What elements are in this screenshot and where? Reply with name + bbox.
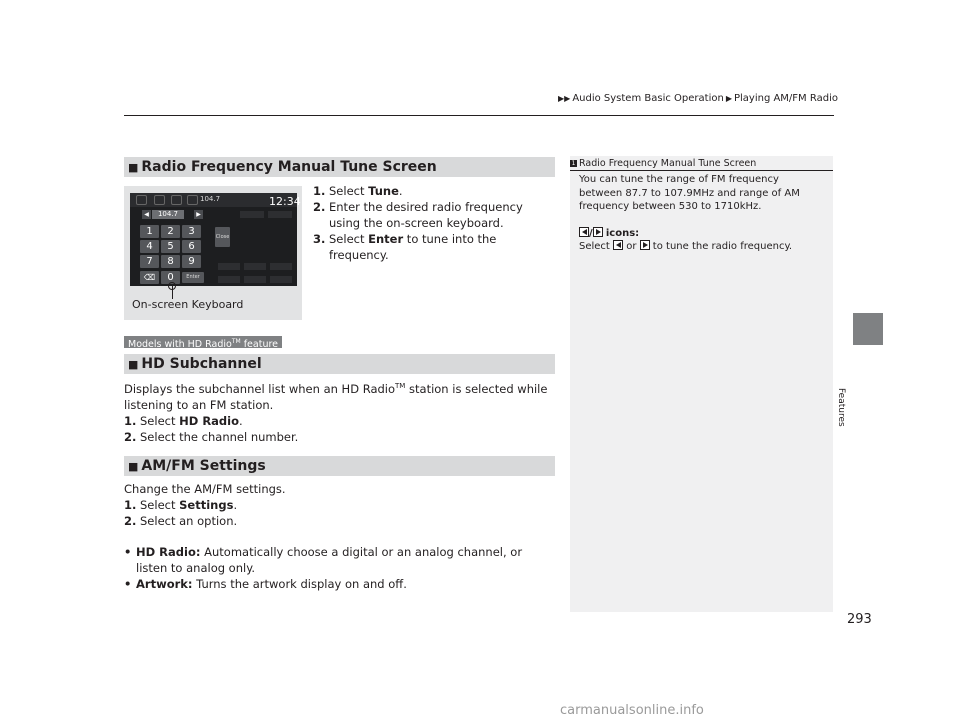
step-item: 1. Select Tune. [313,184,403,198]
side-note-heading: 1 Radio Frequency Manual Tune Screen [571,158,757,169]
section-header-manual-tune [124,157,555,177]
keypad-key: 1 [140,225,159,238]
audio-icon [171,195,182,205]
side-note-divider [570,170,833,171]
dim-button [244,263,266,270]
side-note-body [579,173,824,254]
section-title: AM/FM Settings [141,458,266,474]
tune-right-arrow-icon [640,240,650,250]
phone-icon [136,195,147,205]
step-item: 2. Select an option. [124,514,238,528]
navi-icon [154,195,165,205]
watermark-text: carmanualsonline.info [560,703,704,718]
note-select-text: Select or to tune the radio frequency. [579,241,793,252]
breadcrumb [556,93,838,104]
tune-down-arrow-icon: ◀ [142,210,151,219]
dim-button [268,211,292,218]
section-title: Radio Frequency Manual Tune Screen [141,159,437,175]
bullet-item: • HD Radio: Automatically choose a digital or an analog channel, or listen to analog only. [124,545,523,575]
section-header-amfm-settings [124,456,555,476]
bullet-item: • Artwork: Turns the artwork display on and off. [124,577,407,591]
step-item: 2. Select the channel number. [124,429,299,444]
keypad-key: 4 [140,240,159,253]
dim-button [240,211,264,218]
manual-tune-steps [313,183,556,263]
breadcrumb-arrow-icon: ▶▶ [558,94,571,103]
screenshot-caption: On-screen Keyboard [132,298,244,311]
screen-clock: 12:34 [269,195,301,208]
hd-intro: Displays the subchannel list when an HD Radio™ station is selected while listening to an FM station. [124,381,548,412]
page-number: 293 [847,612,872,627]
section-square-icon: ■ [128,160,139,174]
tune-right-arrow-icon [593,227,603,237]
home-icon [187,195,198,205]
close-key: Close [215,227,230,247]
note-icons-label: / icons: [579,227,824,241]
tune-up-arrow-icon: ▶ [194,210,203,219]
dim-button [270,276,292,283]
dim-button [218,276,240,283]
dim-button [270,263,292,270]
keypad-key: 3 [182,225,201,238]
dim-button [244,276,266,283]
frequency-input-field: 104.7 [152,210,184,219]
section-header-hd-subchannel [124,354,555,374]
dim-button [218,263,240,270]
section-square-icon: ■ [128,357,139,371]
radio-screen-image [130,193,301,286]
keypad-key: 2 [161,225,180,238]
note-paragraph: You can tune the range of FM frequency between 87.7 to 107.9MHz and range of AM frequency between 530 to 1710kHz. [579,174,800,212]
keypad-key: 9 [182,255,201,268]
breadcrumb-arrow-icon: ▶ [725,94,732,103]
keypad-key: 6 [182,240,201,253]
note-marker-icon: 1 [571,160,576,167]
model-badge: Models with HD Radio™ feature [124,336,282,348]
bullet-icon: • [124,577,132,591]
screen-frequency-small: 104.7 [200,195,221,203]
chapter-tab-label: Features [836,388,846,427]
breadcrumb-level-2[interactable]: Playing AM/FM Radio [733,93,838,104]
enter-key: Enter [182,272,204,283]
section-title: HD Subchannel [141,356,262,372]
amfm-settings-body [124,481,556,592]
step-item: 1. Select Settings. [124,498,238,512]
chapter-tab-marker [853,313,883,345]
bullet-icon: • [124,545,132,559]
hd-subchannel-body [124,378,556,445]
keypad-key: 7 [140,255,159,268]
step-item: 1. Select HD Radio. [124,413,243,428]
step-item: 3. Select Enter to tune into the frequency. [313,232,497,262]
tune-left-arrow-icon [613,240,623,250]
section-square-icon: ■ [128,459,139,473]
keypad-key: 0 [161,271,180,284]
backspace-key-icon: ⌫ [140,271,159,284]
header-divider [124,115,834,116]
keypad-key: 8 [161,255,180,268]
amfm-intro: Change the AM/FM settings. [124,482,286,496]
tune-left-arrow-icon [579,227,589,237]
breadcrumb-level-1[interactable]: Audio System Basic Operation [572,93,724,104]
step-item: 2. Enter the desired radio frequency using the on-screen keyboard. [313,200,523,230]
keypad-key: 5 [161,240,180,253]
